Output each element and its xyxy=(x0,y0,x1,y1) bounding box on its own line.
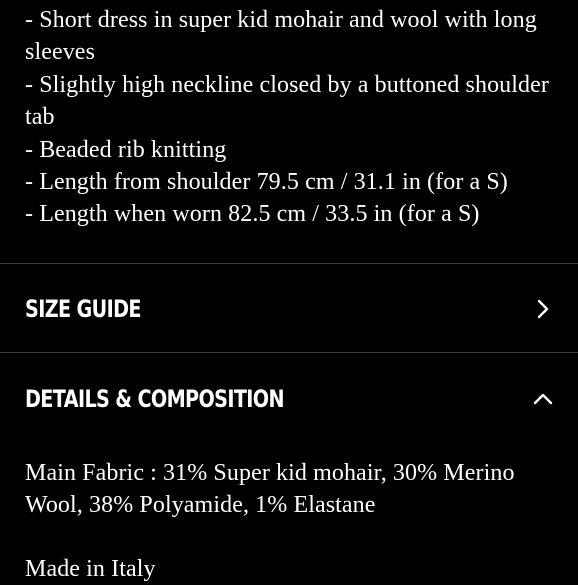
chevron-up-icon[interactable] xyxy=(532,388,554,410)
country-of-origin: Made in Italy xyxy=(25,555,156,582)
description-line: - Length when worn 82.5 cm / 33.5 in (for a S) xyxy=(25,201,480,228)
description-line: - Short dress in super kid mohair and wool with long sleeves xyxy=(25,7,537,66)
details-composition-title: DETAILS & COMPOSITION xyxy=(25,385,284,413)
fabric-composition: Main Fabric : 31% Super kid mohair, 30% Merino Wool, 38% Polyamide, 1% Elastane xyxy=(25,460,515,519)
chevron-right-icon[interactable] xyxy=(532,298,554,320)
size-guide-title: SIZE GUIDE xyxy=(25,295,141,323)
divider xyxy=(0,263,578,264)
product-description xyxy=(25,4,565,231)
description-line: - Beaded rib knitting xyxy=(25,136,227,163)
description-line: - Length from shoulder 79.5 cm / 31.1 in (for a S) xyxy=(25,169,508,196)
divider xyxy=(0,352,578,353)
description-line: - Slightly high neckline closed by a buttoned shoulder tab xyxy=(25,71,549,131)
details-composition-row[interactable] xyxy=(0,355,578,443)
composition-content xyxy=(25,457,565,585)
size-guide-row[interactable] xyxy=(0,265,578,353)
